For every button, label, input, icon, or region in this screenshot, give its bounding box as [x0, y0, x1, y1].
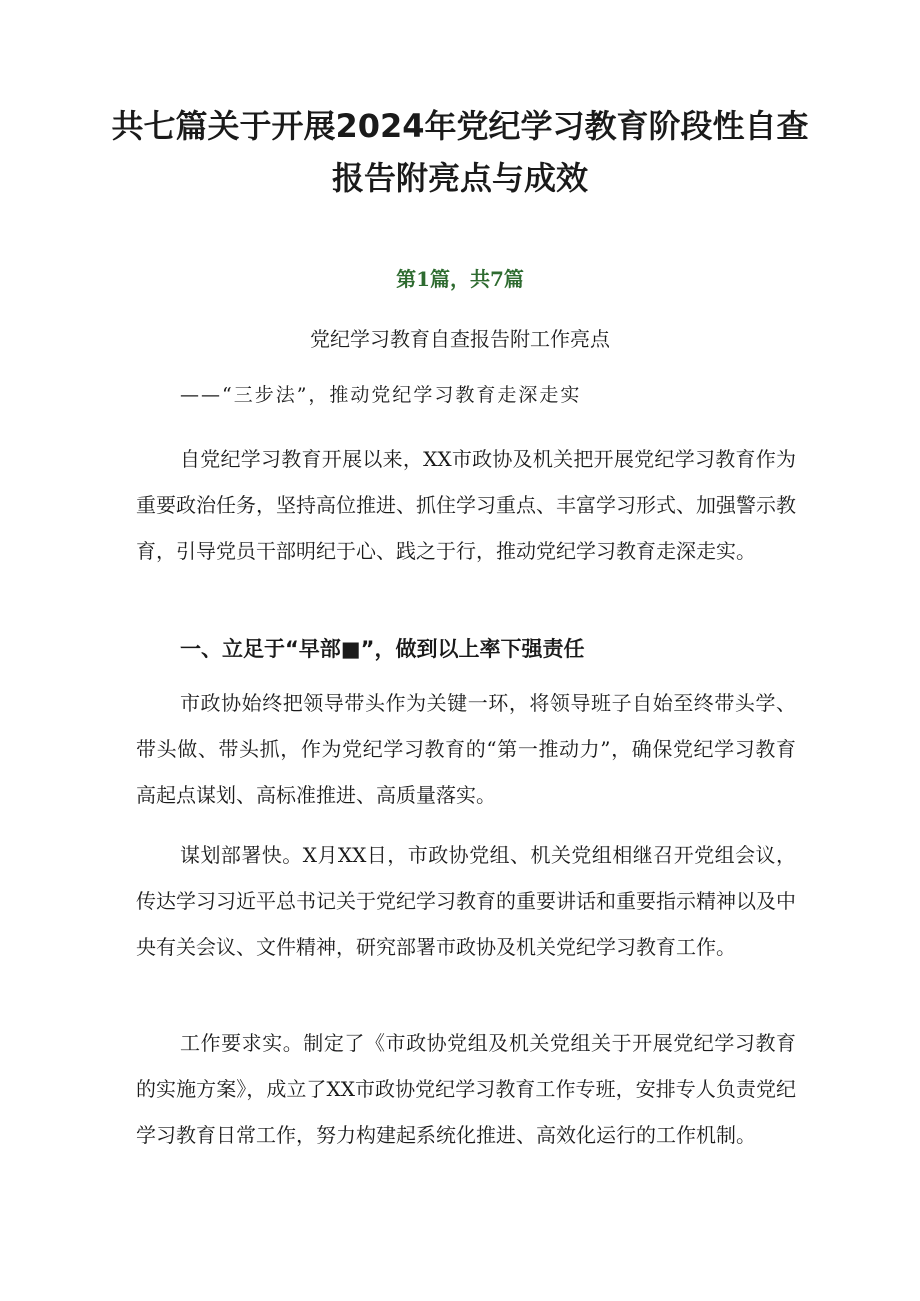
requirements-paragraph: 工作要求实。制定了《市政协党组及机关党组关于开展党纪学习教育的实施方案》，成立了XX市政协党纪学习教育工作专班，安排专人负责党纪学习教育日常工作，努力构建起系统化推进、高效化运行的工作机制。 [136, 1031, 796, 1147]
document-title: 共七篇关于开展2024年党纪学习教育阶段性自查报告附亮点与成效 [111, 107, 809, 197]
section-heading-1: 一、立足于“早部■”，做到以上率下强责任 [180, 637, 585, 661]
report-subtitle: 党纪学习教育自查报告附工作亮点 [310, 327, 610, 351]
report-sub-subtitle: ——“三步法”，推动党纪学习教育走深走实 [180, 384, 582, 406]
part-label: 第1篇，共7篇 [396, 267, 524, 291]
planning-paragraph: 谋划部署快。X月XX日，市政协党组、机关党组相继召开党组会议，传达学习习近平总书记关于党纪学习教育的重要讲话和重要指示精神以及中央有关会议、文件精神，研究部署市政协及机关党纪学习教育工作。 [136, 843, 796, 959]
intro-paragraph: 自党纪学习教育开展以来，XX市政协及机关把开展党纪学习教育作为重要政治任务，坚持高位推进、抓住学习重点、丰富学习形式、加强警示教育，引导党员干部明纪于心、践之于行，推动党纪学习教育走深走实。 [136, 447, 796, 563]
section1-body-paragraph: 市政协始终把领导带头作为关键一环，将领导班子自始至终带头学、带头做、带头抓，作为党纪学习教育的“第一推动力”，确保党纪学习教育高起点谋划、高标准推进、高质量落实。 [136, 691, 796, 807]
